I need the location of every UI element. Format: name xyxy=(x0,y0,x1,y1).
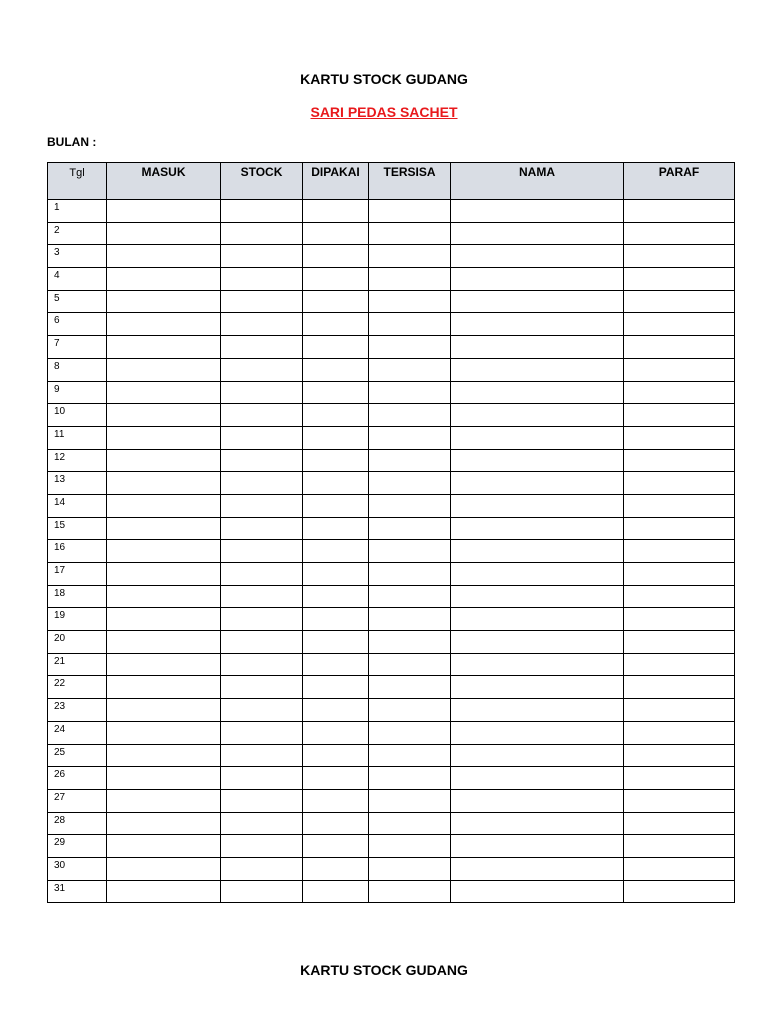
cell-stock[interactable] xyxy=(221,517,303,540)
cell-paraf[interactable] xyxy=(624,835,735,858)
header-paraf xyxy=(624,163,735,200)
cell-paraf[interactable] xyxy=(624,880,735,903)
header-label: MASUK xyxy=(141,165,186,179)
cell-paraf[interactable] xyxy=(624,699,735,722)
table-row xyxy=(48,449,735,472)
header-dipakai xyxy=(303,163,369,200)
day-number-cell: 21 xyxy=(48,653,107,676)
cell-nama[interactable] xyxy=(451,835,624,858)
cell-tersisa[interactable] xyxy=(369,563,451,586)
cell-paraf[interactable] xyxy=(624,789,735,812)
cell-stock[interactable] xyxy=(221,744,303,767)
cell-paraf[interactable] xyxy=(624,721,735,744)
cell-stock[interactable] xyxy=(221,880,303,903)
cell-masuk[interactable] xyxy=(107,699,221,722)
table-row xyxy=(48,268,735,291)
table-header-row xyxy=(48,163,735,200)
table-row xyxy=(48,699,735,722)
cell-dipakai[interactable] xyxy=(303,268,369,291)
cell-dipakai[interactable] xyxy=(303,245,369,268)
cell-dipakai[interactable] xyxy=(303,517,369,540)
cell-stock[interactable] xyxy=(221,721,303,744)
cell-masuk[interactable] xyxy=(107,721,221,744)
cell-paraf[interactable] xyxy=(624,744,735,767)
cell-nama[interactable] xyxy=(451,336,624,359)
day-number-cell: 20 xyxy=(48,631,107,654)
cell-tersisa[interactable] xyxy=(369,336,451,359)
page-title: KARTU STOCK GUDANG xyxy=(300,71,468,87)
cell-stock[interactable] xyxy=(221,563,303,586)
cell-masuk[interactable] xyxy=(107,880,221,903)
cell-paraf[interactable] xyxy=(624,358,735,381)
cell-tersisa[interactable] xyxy=(369,721,451,744)
cell-tersisa[interactable] xyxy=(369,540,451,563)
cell-dipakai[interactable] xyxy=(303,744,369,767)
header-tersisa xyxy=(369,163,451,200)
cell-dipakai[interactable] xyxy=(303,494,369,517)
cell-nama[interactable] xyxy=(451,721,624,744)
cell-nama[interactable] xyxy=(451,313,624,336)
cell-paraf[interactable] xyxy=(624,563,735,586)
cell-dipakai[interactable] xyxy=(303,608,369,631)
day-number-cell: 18 xyxy=(48,585,107,608)
cell-dipakai[interactable] xyxy=(303,381,369,404)
cell-stock[interactable] xyxy=(221,631,303,654)
cell-nama[interactable] xyxy=(451,200,624,223)
cell-stock[interactable] xyxy=(221,358,303,381)
cell-dipakai[interactable] xyxy=(303,540,369,563)
cell-stock[interactable] xyxy=(221,812,303,835)
table-body xyxy=(48,200,735,903)
cell-paraf[interactable] xyxy=(624,336,735,359)
cell-masuk[interactable] xyxy=(107,426,221,449)
table-row xyxy=(48,789,735,812)
cell-dipakai[interactable] xyxy=(303,449,369,472)
day-number-cell: 13 xyxy=(48,472,107,495)
cell-tersisa[interactable] xyxy=(369,699,451,722)
cell-masuk[interactable] xyxy=(107,857,221,880)
cell-stock[interactable] xyxy=(221,313,303,336)
cell-dipakai[interactable] xyxy=(303,336,369,359)
cell-tersisa[interactable] xyxy=(369,631,451,654)
cell-masuk[interactable] xyxy=(107,631,221,654)
cell-dipakai[interactable] xyxy=(303,653,369,676)
day-number-cell: 28 xyxy=(48,812,107,835)
cell-tersisa[interactable] xyxy=(369,313,451,336)
cell-nama[interactable] xyxy=(451,358,624,381)
cell-paraf[interactable] xyxy=(624,426,735,449)
header-label: NAMA xyxy=(519,165,555,179)
cell-nama[interactable] xyxy=(451,880,624,903)
cell-paraf[interactable] xyxy=(624,200,735,223)
cell-dipakai[interactable] xyxy=(303,721,369,744)
cell-stock[interactable] xyxy=(221,268,303,291)
cell-tersisa[interactable] xyxy=(369,358,451,381)
month-label: BULAN : xyxy=(47,135,97,149)
day-number-cell: 12 xyxy=(48,449,107,472)
day-number-cell: 19 xyxy=(48,608,107,631)
cell-dipakai[interactable] xyxy=(303,426,369,449)
cell-nama[interactable] xyxy=(451,540,624,563)
cell-paraf[interactable] xyxy=(624,404,735,427)
cell-nama[interactable] xyxy=(451,222,624,245)
cell-nama[interactable] xyxy=(451,585,624,608)
cell-tersisa[interactable] xyxy=(369,268,451,291)
cell-masuk[interactable] xyxy=(107,767,221,790)
table-row xyxy=(48,744,735,767)
header-masuk xyxy=(107,163,221,200)
day-number-cell: 27 xyxy=(48,789,107,812)
cell-stock[interactable] xyxy=(221,789,303,812)
cell-stock[interactable] xyxy=(221,222,303,245)
cell-nama[interactable] xyxy=(451,245,624,268)
day-number-cell: 29 xyxy=(48,835,107,858)
cell-stock[interactable] xyxy=(221,245,303,268)
cell-nama[interactable] xyxy=(451,494,624,517)
cell-tersisa[interactable] xyxy=(369,381,451,404)
cell-stock[interactable] xyxy=(221,585,303,608)
cell-nama[interactable] xyxy=(451,653,624,676)
cell-nama[interactable] xyxy=(451,608,624,631)
cell-nama[interactable] xyxy=(451,472,624,495)
cell-dipakai[interactable] xyxy=(303,631,369,654)
cell-masuk[interactable] xyxy=(107,789,221,812)
header-label: STOCK xyxy=(240,165,283,179)
table-row xyxy=(48,608,735,631)
table-row xyxy=(48,336,735,359)
cell-tersisa[interactable] xyxy=(369,857,451,880)
table-row xyxy=(48,721,735,744)
table-row xyxy=(48,313,735,336)
cell-tersisa[interactable] xyxy=(369,426,451,449)
day-number-cell: 25 xyxy=(48,744,107,767)
cell-paraf[interactable] xyxy=(624,449,735,472)
stock-table xyxy=(47,162,735,903)
cell-nama[interactable] xyxy=(451,268,624,291)
day-number-cell: 23 xyxy=(48,699,107,722)
cell-tersisa[interactable] xyxy=(369,653,451,676)
cell-paraf[interactable] xyxy=(624,313,735,336)
page-title-bottom: KARTU STOCK GUDANG xyxy=(300,962,468,978)
cell-tersisa[interactable] xyxy=(369,517,451,540)
cell-paraf[interactable] xyxy=(624,472,735,495)
day-number-cell: 22 xyxy=(48,676,107,699)
cell-tersisa[interactable] xyxy=(369,812,451,835)
cell-paraf[interactable] xyxy=(624,517,735,540)
cell-dipakai[interactable] xyxy=(303,358,369,381)
cell-tersisa[interactable] xyxy=(369,404,451,427)
cell-paraf[interactable] xyxy=(624,608,735,631)
cell-dipakai[interactable] xyxy=(303,200,369,223)
table-row xyxy=(48,880,735,903)
header-label: Tgl xyxy=(69,167,85,179)
cell-nama[interactable] xyxy=(451,699,624,722)
table-row xyxy=(48,222,735,245)
cell-dipakai[interactable] xyxy=(303,290,369,313)
cell-masuk[interactable] xyxy=(107,222,221,245)
cell-nama[interactable] xyxy=(451,290,624,313)
cell-dipakai[interactable] xyxy=(303,767,369,790)
table-row xyxy=(48,585,735,608)
cell-nama[interactable] xyxy=(451,631,624,654)
product-subtitle: SARI PEDAS SACHET xyxy=(310,104,458,120)
day-number-cell: 31 xyxy=(48,880,107,903)
cell-masuk[interactable] xyxy=(107,336,221,359)
cell-paraf[interactable] xyxy=(624,631,735,654)
day-number-cell: 4 xyxy=(48,268,107,291)
cell-nama[interactable] xyxy=(451,404,624,427)
table-row xyxy=(48,381,735,404)
day-number-cell: 17 xyxy=(48,563,107,586)
cell-masuk[interactable] xyxy=(107,744,221,767)
table-row xyxy=(48,631,735,654)
header-nama xyxy=(451,163,624,200)
cell-nama[interactable] xyxy=(451,857,624,880)
cell-tersisa[interactable] xyxy=(369,676,451,699)
cell-stock[interactable] xyxy=(221,472,303,495)
day-number-cell: 1 xyxy=(48,200,107,223)
cell-tersisa[interactable] xyxy=(369,494,451,517)
cell-nama[interactable] xyxy=(451,517,624,540)
cell-tersisa[interactable] xyxy=(369,608,451,631)
cell-paraf[interactable] xyxy=(624,381,735,404)
day-number-cell: 3 xyxy=(48,245,107,268)
day-number-cell: 9 xyxy=(48,381,107,404)
cell-paraf[interactable] xyxy=(624,290,735,313)
day-number-cell: 14 xyxy=(48,494,107,517)
table-row xyxy=(48,358,735,381)
header-label: PARAF xyxy=(658,165,700,179)
day-number-cell: 26 xyxy=(48,767,107,790)
cell-nama[interactable] xyxy=(451,676,624,699)
cell-nama[interactable] xyxy=(451,381,624,404)
cell-masuk[interactable] xyxy=(107,653,221,676)
cell-stock[interactable] xyxy=(221,608,303,631)
table-row xyxy=(48,767,735,790)
cell-dipakai[interactable] xyxy=(303,313,369,336)
cell-nama[interactable] xyxy=(451,426,624,449)
cell-tersisa[interactable] xyxy=(369,767,451,790)
cell-tersisa[interactable] xyxy=(369,585,451,608)
cell-masuk[interactable] xyxy=(107,540,221,563)
table-row xyxy=(48,404,735,427)
cell-stock[interactable] xyxy=(221,835,303,858)
cell-dipakai[interactable] xyxy=(303,563,369,586)
header-label: DIPAKAI xyxy=(311,165,360,179)
cell-paraf[interactable] xyxy=(624,494,735,517)
cell-dipakai[interactable] xyxy=(303,404,369,427)
table-row xyxy=(48,676,735,699)
cell-stock[interactable] xyxy=(221,404,303,427)
cell-masuk[interactable] xyxy=(107,563,221,586)
table-row xyxy=(48,290,735,313)
day-number-cell: 24 xyxy=(48,721,107,744)
day-number-cell: 8 xyxy=(48,358,107,381)
day-number-cell: 2 xyxy=(48,222,107,245)
cell-nama[interactable] xyxy=(451,744,624,767)
cell-nama[interactable] xyxy=(451,563,624,586)
table-row xyxy=(48,812,735,835)
cell-stock[interactable] xyxy=(221,494,303,517)
table-row xyxy=(48,653,735,676)
cell-stock[interactable] xyxy=(221,653,303,676)
cell-paraf[interactable] xyxy=(624,676,735,699)
cell-dipakai[interactable] xyxy=(303,699,369,722)
cell-dipakai[interactable] xyxy=(303,880,369,903)
cell-masuk[interactable] xyxy=(107,585,221,608)
table-row xyxy=(48,540,735,563)
header-tgl xyxy=(48,163,107,200)
cell-tersisa[interactable] xyxy=(369,245,451,268)
cell-dipakai[interactable] xyxy=(303,789,369,812)
cell-nama[interactable] xyxy=(451,767,624,790)
cell-tersisa[interactable] xyxy=(369,744,451,767)
cell-masuk[interactable] xyxy=(107,812,221,835)
cell-tersisa[interactable] xyxy=(369,835,451,858)
cell-masuk[interactable] xyxy=(107,245,221,268)
cell-paraf[interactable] xyxy=(624,585,735,608)
cell-paraf[interactable] xyxy=(624,222,735,245)
cell-dipakai[interactable] xyxy=(303,676,369,699)
header-stock xyxy=(221,163,303,200)
cell-tersisa[interactable] xyxy=(369,222,451,245)
cell-dipakai[interactable] xyxy=(303,585,369,608)
cell-dipakai[interactable] xyxy=(303,812,369,835)
header-label: TERSISA xyxy=(383,165,436,179)
cell-tersisa[interactable] xyxy=(369,449,451,472)
cell-nama[interactable] xyxy=(451,789,624,812)
cell-dipakai[interactable] xyxy=(303,835,369,858)
day-number-cell: 30 xyxy=(48,857,107,880)
day-number-cell: 15 xyxy=(48,517,107,540)
cell-stock[interactable] xyxy=(221,200,303,223)
cell-stock[interactable] xyxy=(221,290,303,313)
cell-stock[interactable] xyxy=(221,426,303,449)
cell-masuk[interactable] xyxy=(107,404,221,427)
cell-stock[interactable] xyxy=(221,336,303,359)
cell-paraf[interactable] xyxy=(624,540,735,563)
cell-paraf[interactable] xyxy=(624,767,735,790)
cell-stock[interactable] xyxy=(221,699,303,722)
table-row xyxy=(48,245,735,268)
cell-masuk[interactable] xyxy=(107,381,221,404)
table-row xyxy=(48,426,735,449)
table-row xyxy=(48,200,735,223)
table-row xyxy=(48,494,735,517)
cell-stock[interactable] xyxy=(221,540,303,563)
cell-nama[interactable] xyxy=(451,449,624,472)
cell-masuk[interactable] xyxy=(107,517,221,540)
cell-dipakai[interactable] xyxy=(303,857,369,880)
cell-stock[interactable] xyxy=(221,381,303,404)
day-number-cell: 6 xyxy=(48,313,107,336)
cell-masuk[interactable] xyxy=(107,676,221,699)
table-row xyxy=(48,563,735,586)
cell-stock[interactable] xyxy=(221,767,303,790)
cell-stock[interactable] xyxy=(221,676,303,699)
table-row xyxy=(48,472,735,495)
table-row xyxy=(48,835,735,858)
cell-masuk[interactable] xyxy=(107,268,221,291)
cell-masuk[interactable] xyxy=(107,472,221,495)
cell-masuk[interactable] xyxy=(107,313,221,336)
day-number-cell: 5 xyxy=(48,290,107,313)
day-number-cell: 16 xyxy=(48,540,107,563)
cell-masuk[interactable] xyxy=(107,835,221,858)
cell-masuk[interactable] xyxy=(107,290,221,313)
cell-tersisa[interactable] xyxy=(369,789,451,812)
cell-masuk[interactable] xyxy=(107,449,221,472)
cell-tersisa[interactable] xyxy=(369,880,451,903)
cell-paraf[interactable] xyxy=(624,857,735,880)
cell-stock[interactable] xyxy=(221,857,303,880)
day-number-cell: 7 xyxy=(48,336,107,359)
day-number-cell: 10 xyxy=(48,404,107,427)
table-row xyxy=(48,517,735,540)
cell-masuk[interactable] xyxy=(107,608,221,631)
cell-tersisa[interactable] xyxy=(369,200,451,223)
cell-dipakai[interactable] xyxy=(303,222,369,245)
cell-tersisa[interactable] xyxy=(369,472,451,495)
day-number-cell: 11 xyxy=(48,426,107,449)
cell-paraf[interactable] xyxy=(624,812,735,835)
cell-dipakai[interactable] xyxy=(303,472,369,495)
cell-paraf[interactable] xyxy=(624,268,735,291)
cell-masuk[interactable] xyxy=(107,494,221,517)
cell-paraf[interactable] xyxy=(624,245,735,268)
cell-nama[interactable] xyxy=(451,812,624,835)
cell-masuk[interactable] xyxy=(107,358,221,381)
cell-tersisa[interactable] xyxy=(369,290,451,313)
cell-masuk[interactable] xyxy=(107,200,221,223)
cell-paraf[interactable] xyxy=(624,653,735,676)
table-row xyxy=(48,857,735,880)
cell-stock[interactable] xyxy=(221,449,303,472)
